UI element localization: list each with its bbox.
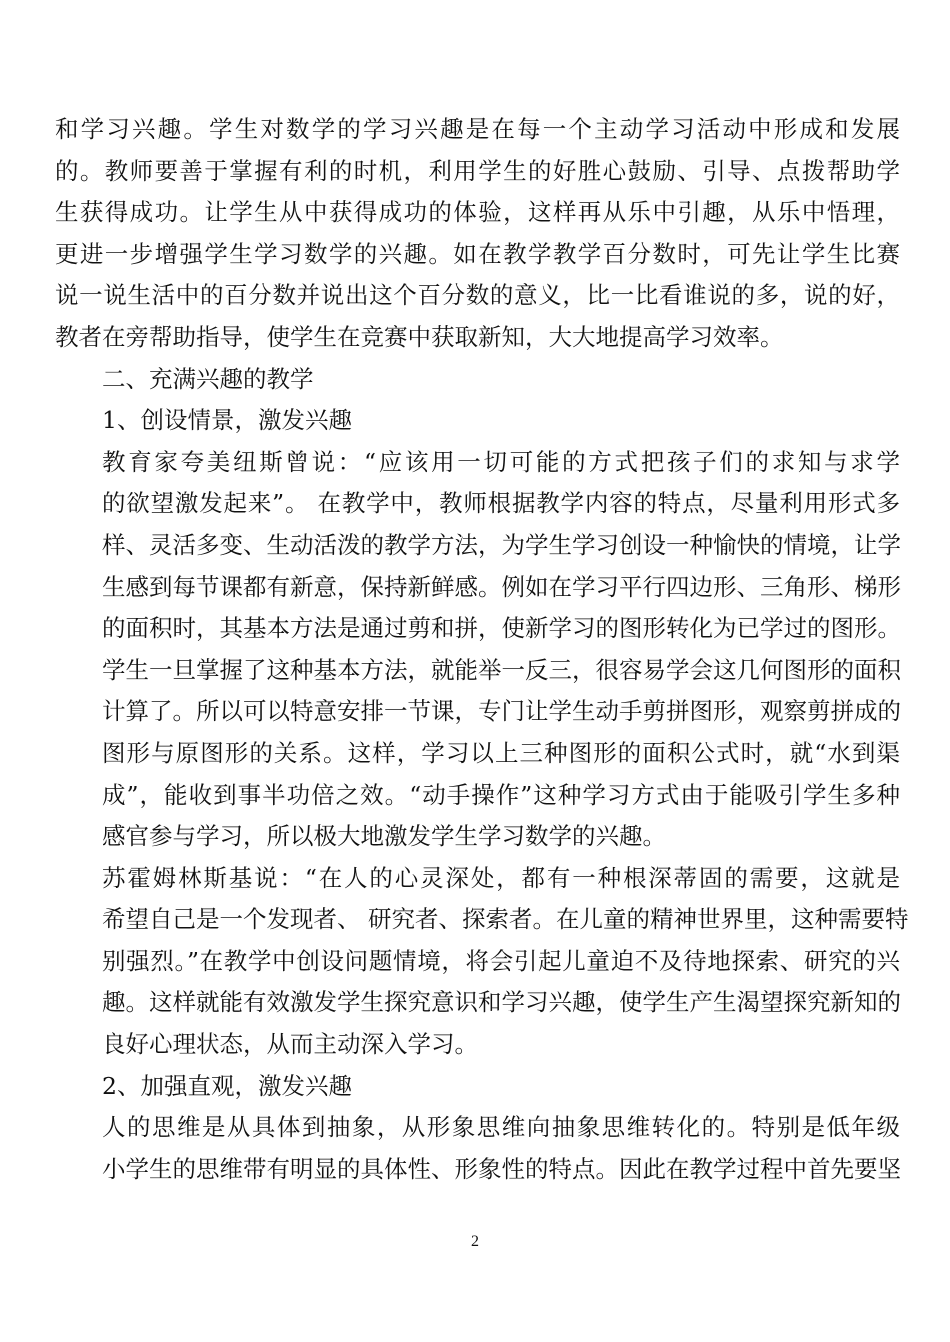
text-line: 感官参与学习，所以极大地激发学生学习数学的兴趣。 bbox=[102, 822, 666, 851]
text-line: 希望自己是一个发现者、 研究者、探索者。在儿童的精神世界里，这种需要特 bbox=[102, 905, 909, 934]
text-line: 样、灵活多变、生动活泼的教学方法，为学生学习创设一种愉快的情境，让学 bbox=[102, 530, 901, 559]
text-line: 趣。这样就能有效激发学生探究意识和学习兴趣，使学生产生渴望探究新知的 bbox=[102, 988, 901, 1017]
text-line: 教育家夸美纽斯曾说：“应该用一切可能的方式把孩子们的求知与求学 bbox=[102, 447, 900, 476]
paragraph bbox=[55, 359, 900, 401]
text-line: 和学习兴趣。学生对数学的学习兴趣是在每一个主动学习活动中形成和发展 bbox=[55, 115, 900, 143]
paragraph bbox=[55, 1107, 900, 1190]
text-line: 2、加强直观，激发兴趣 bbox=[102, 1071, 352, 1100]
paragraph bbox=[55, 400, 900, 442]
paragraph bbox=[55, 442, 900, 858]
text-line: 小学生的思维带有明显的具体性、形象性的特点。因此在教学过程中首先要坚 bbox=[102, 1154, 901, 1183]
text-line: 学生一旦掌握了这种基本方法，就能举一反三，很容易学会这几何图形的面积 bbox=[102, 655, 901, 684]
text-line: 教者在旁帮助指导，使学生在竞赛中获取新知，大大地提高学习效率。 bbox=[55, 322, 784, 351]
paragraph bbox=[55, 858, 909, 1066]
text-line: 苏霍姆林斯基说：“在人的心灵深处，都有一种根深蒂固的需要，这就是 bbox=[102, 863, 900, 892]
text-line: 生获得成功。让学生从中获得成功的体验，这样再从乐中引趣，从乐中悟理， bbox=[55, 198, 900, 227]
text-line: 的。教师要善于掌握有利的时机，利用学生的好胜心鼓励、引导、点拨帮助学 bbox=[55, 156, 900, 185]
paragraph bbox=[55, 109, 900, 359]
text-line: 的面积时，其基本方法是通过剪和拼，使新学习的图形转化为已学过的图形。 bbox=[102, 614, 901, 643]
text-line: 1、创设情景，激发兴趣 bbox=[102, 406, 352, 435]
paragraph bbox=[55, 1066, 900, 1108]
text-line: 图形与原图形的关系。这样，学习以上三种图形的面积公式时，就“水到渠 bbox=[102, 738, 900, 767]
text-line: 更进一步增强学生学习数学的兴趣。如在教学教学百分数时，可先让学生比赛 bbox=[55, 239, 900, 268]
text-line: 别强烈。”在教学中创设问题情境，将会引起儿童迫不及待地探索、研究的兴 bbox=[102, 946, 900, 975]
text-line: 说一说生活中的百分数并说出这个百分数的意义，比一比看谁说的多，说的好， bbox=[55, 281, 900, 310]
text-line: 成”，能收到事半功倍之效。“动手操作”这种学习方式由于能吸引学生多种 bbox=[102, 780, 900, 809]
body-text bbox=[55, 109, 909, 1190]
text-line: 生感到每节课都有新意，保持新鲜感。例如在学习平行四边形、三角形、梯形 bbox=[102, 572, 901, 601]
page-number: 2 bbox=[471, 1233, 479, 1250]
text-line: 的欲望激发起来”。 在教学中，教师根据教学内容的特点，尽量利用形式多 bbox=[102, 489, 900, 518]
text-line: 良好心理状态，从而主动深入学习。 bbox=[102, 1030, 478, 1059]
text-line: 计算了。所以可以特意安排一节课，专门让学生动手剪拼图形，观察剪拼成的 bbox=[102, 697, 901, 726]
text-line: 二、充满兴趣的教学 bbox=[102, 364, 314, 393]
text-line: 人的思维是从具体到抽象，从形象思维向抽象思维转化的。特别是低年级 bbox=[102, 1113, 900, 1142]
